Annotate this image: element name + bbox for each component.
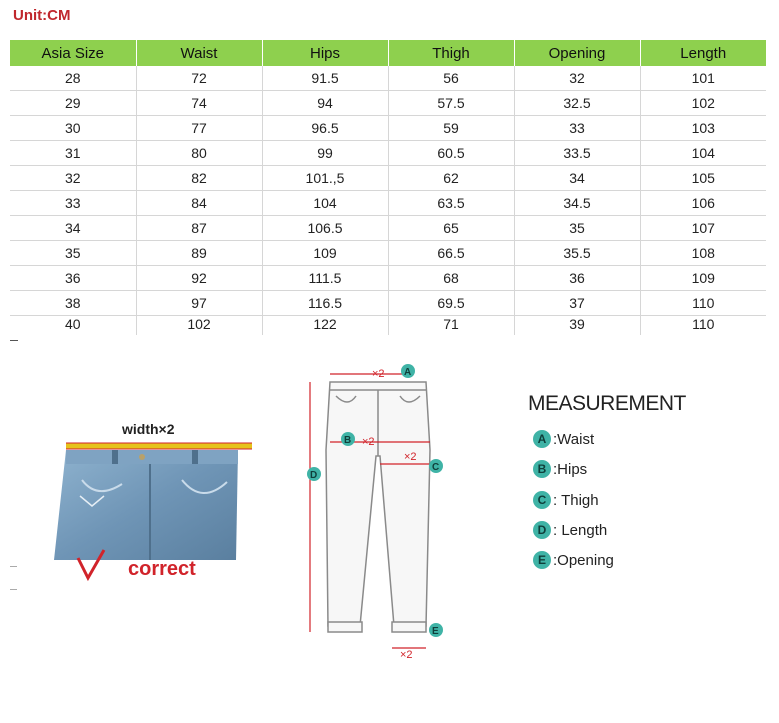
table-cell: 34 <box>10 216 136 241</box>
legend-item-hips <box>533 458 587 480</box>
table-cell: 103 <box>640 116 766 141</box>
table-cell: 28 <box>10 66 136 91</box>
table-row <box>10 316 766 336</box>
table-row <box>10 216 766 241</box>
table-row <box>10 266 766 291</box>
table-row <box>10 66 766 91</box>
table-cell: 56 <box>388 66 514 91</box>
table-cell: 105 <box>640 166 766 191</box>
table-cell: 59 <box>388 116 514 141</box>
table-row <box>10 241 766 266</box>
table-cell: 80 <box>136 141 262 166</box>
table-row <box>10 191 766 216</box>
table-cell: 66.5 <box>388 241 514 266</box>
x2-thigh: ×2 <box>404 451 417 463</box>
table-cell: 72 <box>136 66 262 91</box>
badge-b: B <box>533 460 551 478</box>
legend-item-thigh <box>533 489 599 511</box>
pants-diagram <box>296 360 456 670</box>
table-cell: 110 <box>692 316 715 332</box>
marker-d: D <box>310 470 318 481</box>
table-cell: 94 <box>262 91 388 116</box>
x2-waist: ×2 <box>372 368 385 380</box>
table-cell: 34.5 <box>514 191 640 216</box>
table-cell: 106 <box>640 191 766 216</box>
table-cell: 87 <box>136 216 262 241</box>
table-cell: 35 <box>514 216 640 241</box>
table-cell: 69.5 <box>388 291 514 316</box>
table-cell: 63.5 <box>388 191 514 216</box>
legend-item-waist <box>533 428 594 450</box>
legend-label: :Hips <box>553 460 588 478</box>
legend-item-length <box>533 519 607 541</box>
table-cell: 102 <box>136 316 262 336</box>
table-cell: 97 <box>136 291 262 316</box>
table-cell: 30 <box>10 116 136 141</box>
table-cell: 107 <box>640 216 766 241</box>
divider-mark <box>10 340 18 341</box>
divider-mark <box>10 566 17 567</box>
table-cell: 33 <box>514 116 640 141</box>
legend-label: :Waist <box>553 430 595 448</box>
header-length: Length <box>640 40 766 66</box>
table-cell: 35 <box>10 241 136 266</box>
legend-label: :Opening <box>553 551 614 569</box>
table-cell: 104 <box>640 141 766 166</box>
width-label: width×2 <box>122 421 175 437</box>
table-cell: 99 <box>262 141 388 166</box>
table-cell: 101 <box>640 66 766 91</box>
legend-label: : Length <box>553 521 608 539</box>
table-row <box>10 116 766 141</box>
table-cell: 34 <box>514 166 640 191</box>
legend-item-opening <box>533 549 614 571</box>
table-cell: 111.5 <box>262 266 388 291</box>
badge-d: D <box>533 521 551 539</box>
table-cell: 110 <box>640 291 766 316</box>
table-cell: 36 <box>514 266 640 291</box>
table-cell: 33 <box>10 191 136 216</box>
badge-e: E <box>533 551 551 569</box>
table-header-row <box>10 40 766 66</box>
measurement-title: MEASUREMENT <box>528 392 686 415</box>
table-cell: 106.5 <box>262 216 388 241</box>
table-cell: 82 <box>136 166 262 191</box>
table-cell: 60.5 <box>388 141 514 166</box>
table-cell: 35.5 <box>514 241 640 266</box>
header-hips: Hips <box>262 40 388 66</box>
correct-label: correct <box>128 558 196 580</box>
marker-e: E <box>432 626 439 637</box>
table-cell: 116.5 <box>262 291 388 316</box>
table-cell: 38 <box>10 291 136 316</box>
table-cell: 33.5 <box>514 141 640 166</box>
size-table <box>10 40 766 335</box>
header-waist: Waist <box>136 40 262 66</box>
table-cell: 29 <box>10 91 136 116</box>
table-cell: 65 <box>388 216 514 241</box>
table-row <box>10 91 766 116</box>
x2-opening: ×2 <box>400 649 413 661</box>
table-row <box>10 291 766 316</box>
table-cell: 39 <box>514 316 640 336</box>
table-cell: 102 <box>640 91 766 116</box>
header-opening: Opening <box>514 40 640 66</box>
table-cell: 32 <box>514 66 640 91</box>
divider-mark <box>10 589 17 590</box>
table-cell: 36 <box>10 266 136 291</box>
table-cell: 57.5 <box>388 91 514 116</box>
table-cell: 109 <box>640 266 766 291</box>
table-cell: 91.5 <box>262 66 388 91</box>
table-cell: 84 <box>136 191 262 216</box>
table-row <box>10 166 766 191</box>
unit-label: Unit:CM <box>13 7 71 24</box>
table-cell: 32.5 <box>514 91 640 116</box>
badge-a: A <box>533 430 551 448</box>
x2-hips: ×2 <box>362 436 375 448</box>
marker-b: B <box>344 435 352 446</box>
table-cell: 40 <box>10 316 136 336</box>
table-cell: 62 <box>388 166 514 191</box>
table-cell: 89 <box>136 241 262 266</box>
table-cell: 37 <box>514 291 640 316</box>
table-cell: 74 <box>136 91 262 116</box>
table-cell: 122 <box>262 316 388 336</box>
table-cell: 77 <box>136 116 262 141</box>
table-cell: 92 <box>136 266 262 291</box>
table-row <box>10 141 766 166</box>
table-cell: 31 <box>10 141 136 166</box>
table-cell: 32 <box>10 166 136 191</box>
table-cell: 109 <box>262 241 388 266</box>
header-thigh: Thigh <box>388 40 514 66</box>
table-cell: 108 <box>640 241 766 266</box>
legend-label: : Thigh <box>553 491 599 509</box>
table-cell: 104 <box>262 191 388 216</box>
table-cell: 96.5 <box>262 116 388 141</box>
table-cell: 101.,5 <box>262 166 388 191</box>
table-cell: 68 <box>388 266 514 291</box>
header-asia-size: Asia Size <box>10 40 136 66</box>
table-cell: 71 <box>388 316 514 336</box>
badge-c: C <box>533 491 551 509</box>
marker-c: C <box>432 462 440 473</box>
marker-a: A <box>404 367 412 378</box>
